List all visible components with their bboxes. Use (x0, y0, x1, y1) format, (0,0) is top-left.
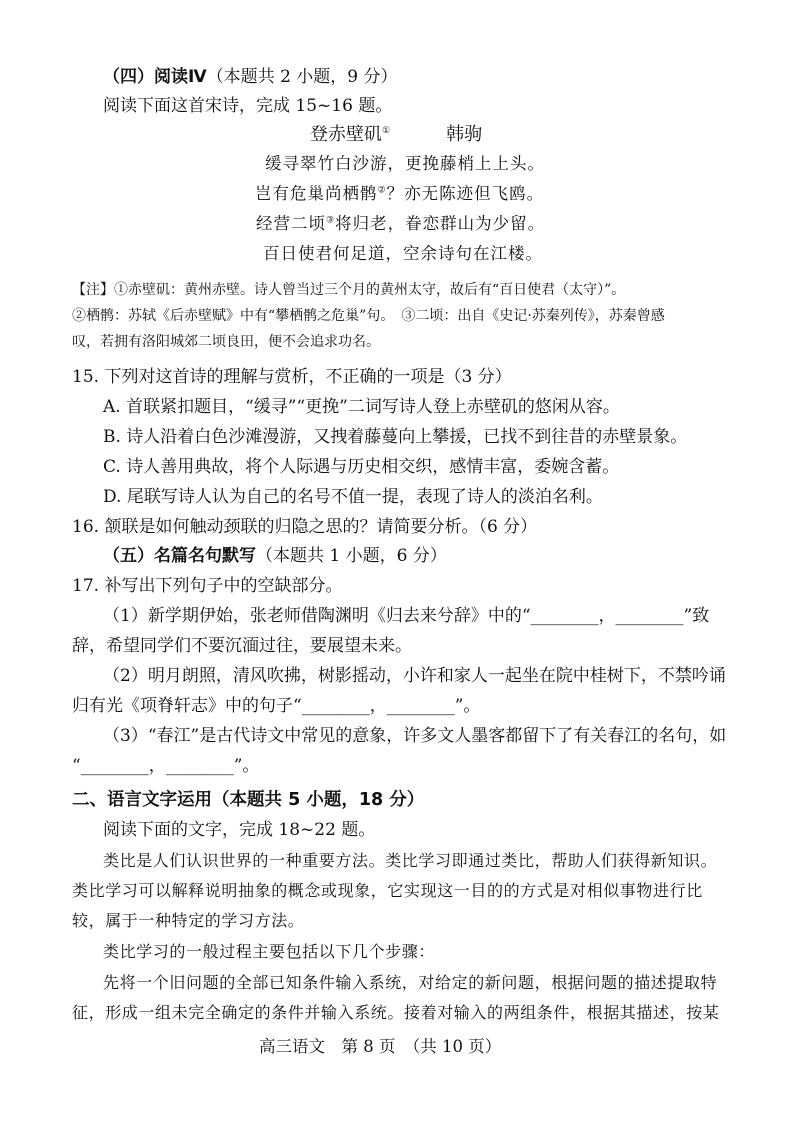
option-c: C. 诗人善用典故，将个人际遇与历史相交织，感情丰富，委婉含蓄。 (103, 457, 620, 477)
passage-line: 类比学习的一般过程主要包括以下几个步骤： (103, 942, 436, 961)
poem-line (255, 183, 544, 205)
footnote-line: ②栖鹘：苏轼《后赤壁赋》中有“攀栖鹘之危巢”句。 ③二顷：出自《史记·苏秦列传》，苏秦曾感 (72, 308, 665, 324)
page-footer: 高三语文 第 8 页 （共 10 页） (259, 1037, 502, 1056)
passage-line: 征，形成一组未完全确定的条件并输入系统。接着对输入的两组条件，根据其描述，按某 (72, 1003, 720, 1022)
footnote-line: 【注】①赤壁矶：黄州赤壁。诗人曾当过三个月的黄州太守，故后有“百日使君（太守）”。 (72, 282, 626, 298)
footnote-mark: ① (382, 126, 391, 136)
passage-line: 较，属于一种特定的学习方法。 (72, 911, 305, 930)
instruction-text: 阅读下面的文字，完成 18~22 题。 (103, 820, 376, 840)
section-heading-title: （五）名篇名句默写 (103, 546, 256, 566)
poem-author: 韩驹 (446, 124, 483, 145)
option-b: B. 诗人沿着白色沙滩漫游，又拽着藤蔓向上攀援，已找不到往昔的赤壁景象。 (103, 427, 688, 447)
footnote-line: 叹，若拥有洛阳城郊二顷良田，便不会追求功名。 (72, 334, 380, 350)
poem-line-text: ？亦无陈迹但飞鸥。 (386, 184, 545, 203)
section-heading-note: （本题共 1 小题，6 分） (256, 546, 447, 566)
poem-line-text: 百日使君何足道，空余诗句在江楼。 (263, 244, 543, 263)
poem-line (256, 213, 545, 235)
section-heading-note: （本题共 2 小题，9 分） (206, 67, 398, 87)
section-heading (103, 66, 398, 88)
passage-line: 类比是人们认识世界的一种重要方法。类比学习即通过类比，帮助人们获得新知识。 (103, 851, 718, 870)
poem-line-text: 经营二顷 (256, 214, 326, 233)
poem-line-text: 缓寻翠竹白沙游，更挽藤梢上上头。 (265, 154, 545, 173)
option-a: A. 首联紧扣题目，“缓寻”“更挽”二词写诗人登上赤壁矶的悠闲从容。 (103, 397, 620, 417)
section-heading-title: （四）阅读Ⅳ (103, 67, 207, 87)
poem-title-line (310, 124, 482, 146)
poem-title: 登赤壁矶 (310, 124, 382, 145)
question-17-item: （1）新学期伊始，张老师借陶渊明《归去来兮辞》中的“________，________”致 (103, 606, 710, 626)
question-17-item: （2）明月朗照，清风吹拂，树影摇动，小许和家人一起坐在院中桂树下，不禁吟诵 (103, 666, 726, 686)
part-heading: 二、语言文字运用（本题共 5 小题，18 分） (72, 790, 425, 810)
question-17-item: （3）“春江”是古代诗文中常见的意象，许多文人墨客都留下了有关春江的名句，如 (103, 726, 727, 746)
question-15-stem: 15. 下列对这首诗的理解与赏析，不正确的一项是（3 分） (72, 367, 512, 387)
question-17-item: “________，________”。 (72, 756, 260, 776)
instruction-text: 阅读下面这首宋诗，完成 15~16 题。 (103, 96, 393, 116)
footnote-mark: ② (377, 185, 387, 196)
passage-line: 先将一个旧问题的全部已知条件输入系统，对给定的新问题，根据问题的描述提取特 (103, 973, 718, 992)
option-d: D. 尾联写诗人认为自己的名号不值一提，表现了诗人的淡泊名利。 (103, 487, 603, 507)
section-heading (103, 545, 447, 567)
question-17-item: 辞，希望同学们不要沉湎过往，要展望未来。 (72, 636, 412, 656)
question-17-stem: 17. 补写出下列句子中的空缺部分。 (72, 576, 343, 596)
footnote-mark: ③ (326, 215, 336, 226)
question-16-stem: 16. 颔联是如何触动颈联的归隐之思的？请简要分析。（6 分） (72, 517, 538, 537)
poem-line (263, 243, 543, 265)
poem-line (265, 153, 545, 175)
poem-line-text: 岂有危巢尚栖鹘 (255, 184, 378, 203)
poem-line-text: 将归老，眷恋群山为少留。 (335, 214, 546, 233)
question-17-item: 归有光《项脊轩志》中的句子“________，________”。 (72, 696, 481, 716)
passage-line: 类比学习可以解释说明抽象的概念或现象，它实现这一目的的方式是对相似事物进行比 (72, 881, 703, 900)
